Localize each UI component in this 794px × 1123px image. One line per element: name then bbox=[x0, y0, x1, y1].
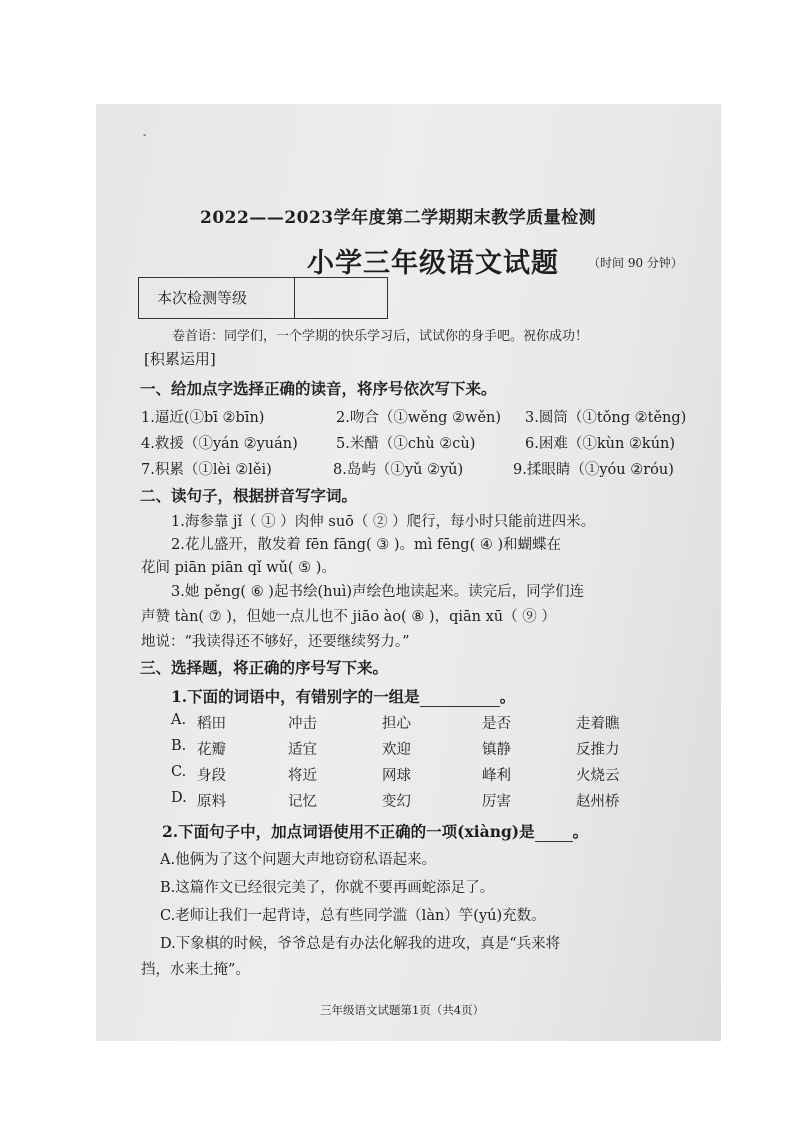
option-word: 镇静 bbox=[482, 742, 511, 758]
part2-line: 1.海参靠 jǐ（ ① ）肉伸 suō（ ② ）爬行，每小时只能前进四米。 bbox=[171, 514, 596, 530]
part3-title: 三、选择题，将正确的序号写下来。 bbox=[140, 658, 389, 677]
grade-box bbox=[138, 277, 388, 319]
option-word: 变幻 bbox=[382, 794, 411, 810]
exam-header: 2022——2023学年度第二学期期末教学质量检测 bbox=[200, 208, 597, 228]
option-word: 火烧云 bbox=[576, 768, 620, 784]
answer-blank[interactable] bbox=[535, 822, 573, 842]
q2-option: C.老师让我们一起背诗，总有些同学滥（làn）竽(yú)充数。 bbox=[160, 908, 546, 924]
grade-value bbox=[295, 278, 387, 318]
part2-line: 花间 piān piān qǐ wǔ( ⑤ )。 bbox=[141, 560, 336, 576]
question-2 bbox=[162, 820, 588, 842]
part2-line: 声赞 tàn( ⑦ )，但她一点儿也不 jiāo ào( ⑧ )，qiān xū（ ⑨ ） bbox=[141, 609, 556, 625]
option-word: 走着瞧 bbox=[576, 716, 620, 732]
part2-title: 二、读句子，根据拼音写字词。 bbox=[140, 486, 358, 505]
option-word: 厉害 bbox=[482, 794, 511, 810]
option-word: 赵州桥 bbox=[576, 794, 620, 810]
section-label: [积累运用] bbox=[144, 350, 216, 368]
q2-option: D.下象棋的时候，爷爷总是有办法化解我的进攻，真是“兵来将 bbox=[160, 936, 561, 952]
intro-text: 卷首语：同学们，一个学期的快乐学习后，试试你的身手吧。祝你成功！ bbox=[172, 329, 589, 344]
option-letter: D. bbox=[171, 790, 187, 806]
part1-item: 7.积累（①lèi ②lěi) bbox=[141, 462, 272, 478]
option-word: 网球 bbox=[382, 768, 411, 784]
option-word: 适宜 bbox=[288, 742, 317, 758]
part1-item: 5.米醋（①chù ②cù) bbox=[336, 436, 476, 452]
q2-option: A.他俩为了这个问题大声地窃窃私语起来。 bbox=[160, 852, 437, 868]
exam-time: （时间 90 分钟） bbox=[588, 256, 683, 270]
part2-line: 地说：“我读得还不够好，还要继续努力。” bbox=[141, 634, 410, 650]
exam-title: 小学三年级语文试题 bbox=[307, 248, 559, 279]
question-1-text: 1.下面的词语中，有错别字的一组是 bbox=[171, 687, 420, 706]
option-word: 冲击 bbox=[288, 716, 317, 732]
option-letter: C. bbox=[171, 764, 187, 780]
stray-mark: - bbox=[143, 130, 147, 141]
option-word: 将近 bbox=[288, 768, 317, 784]
option-word: 记忆 bbox=[288, 794, 317, 810]
part2-line: 2.花儿盛开，散发着 fēn fāng( ③ )。mì fēng( ④ )和蝴蝶在 bbox=[171, 537, 562, 553]
part1-title: 一、给加点字选择正确的读音，将序号依次写下来。 bbox=[140, 379, 497, 398]
option-word: 稻田 bbox=[197, 716, 226, 732]
part1-item: 2.吻合（①wěng ②wěn) bbox=[336, 410, 502, 426]
part2-line: 3.她 pěng( ⑥ )起书绘(huì)声绘色地读起来。读完后，同学们连 bbox=[171, 584, 585, 600]
part1-item: 9.揉眼睛（①yóu ②róu) bbox=[513, 462, 674, 478]
q2-option: 挡，水来土掩”。 bbox=[141, 962, 250, 978]
option-word: 欢迎 bbox=[382, 742, 411, 758]
option-word: 原料 bbox=[197, 794, 226, 810]
answer-blank[interactable] bbox=[420, 687, 500, 707]
part1-item: 8.岛屿（①yǔ ②yǔ) bbox=[333, 462, 464, 478]
question-1-end: 。 bbox=[499, 687, 516, 706]
option-letter: A. bbox=[171, 712, 187, 728]
page-footer: 三年级语文试题第1页（共4页） bbox=[320, 1003, 485, 1017]
option-word: 是否 bbox=[482, 716, 511, 732]
q2-option: B.这篇作文已经很完美了，你就不要再画蛇添足了。 bbox=[160, 880, 495, 896]
part1-item: 6.困难（①kùn ②kún) bbox=[525, 436, 676, 452]
part1-item: 1.逼近(①bī ②bīn) bbox=[141, 410, 265, 426]
grade-label: 本次检测等级 bbox=[139, 278, 295, 318]
option-letter: B. bbox=[171, 738, 187, 754]
option-word: 身段 bbox=[197, 768, 226, 784]
question-2-end: 。 bbox=[572, 822, 589, 841]
question-2-text: 2.下面句子中，加点词语使用不正确的一项(xiàng)是 bbox=[162, 822, 535, 841]
part1-item: 3.圆筒（①tǒng ②těng) bbox=[525, 410, 687, 426]
part1-item: 4.救援（①yán ②yuán) bbox=[141, 436, 298, 452]
option-word: 峰利 bbox=[482, 768, 511, 784]
option-word: 花瓣 bbox=[197, 742, 226, 758]
option-word: 反推力 bbox=[576, 742, 620, 758]
question-1 bbox=[171, 685, 515, 707]
option-word: 担心 bbox=[382, 716, 411, 732]
